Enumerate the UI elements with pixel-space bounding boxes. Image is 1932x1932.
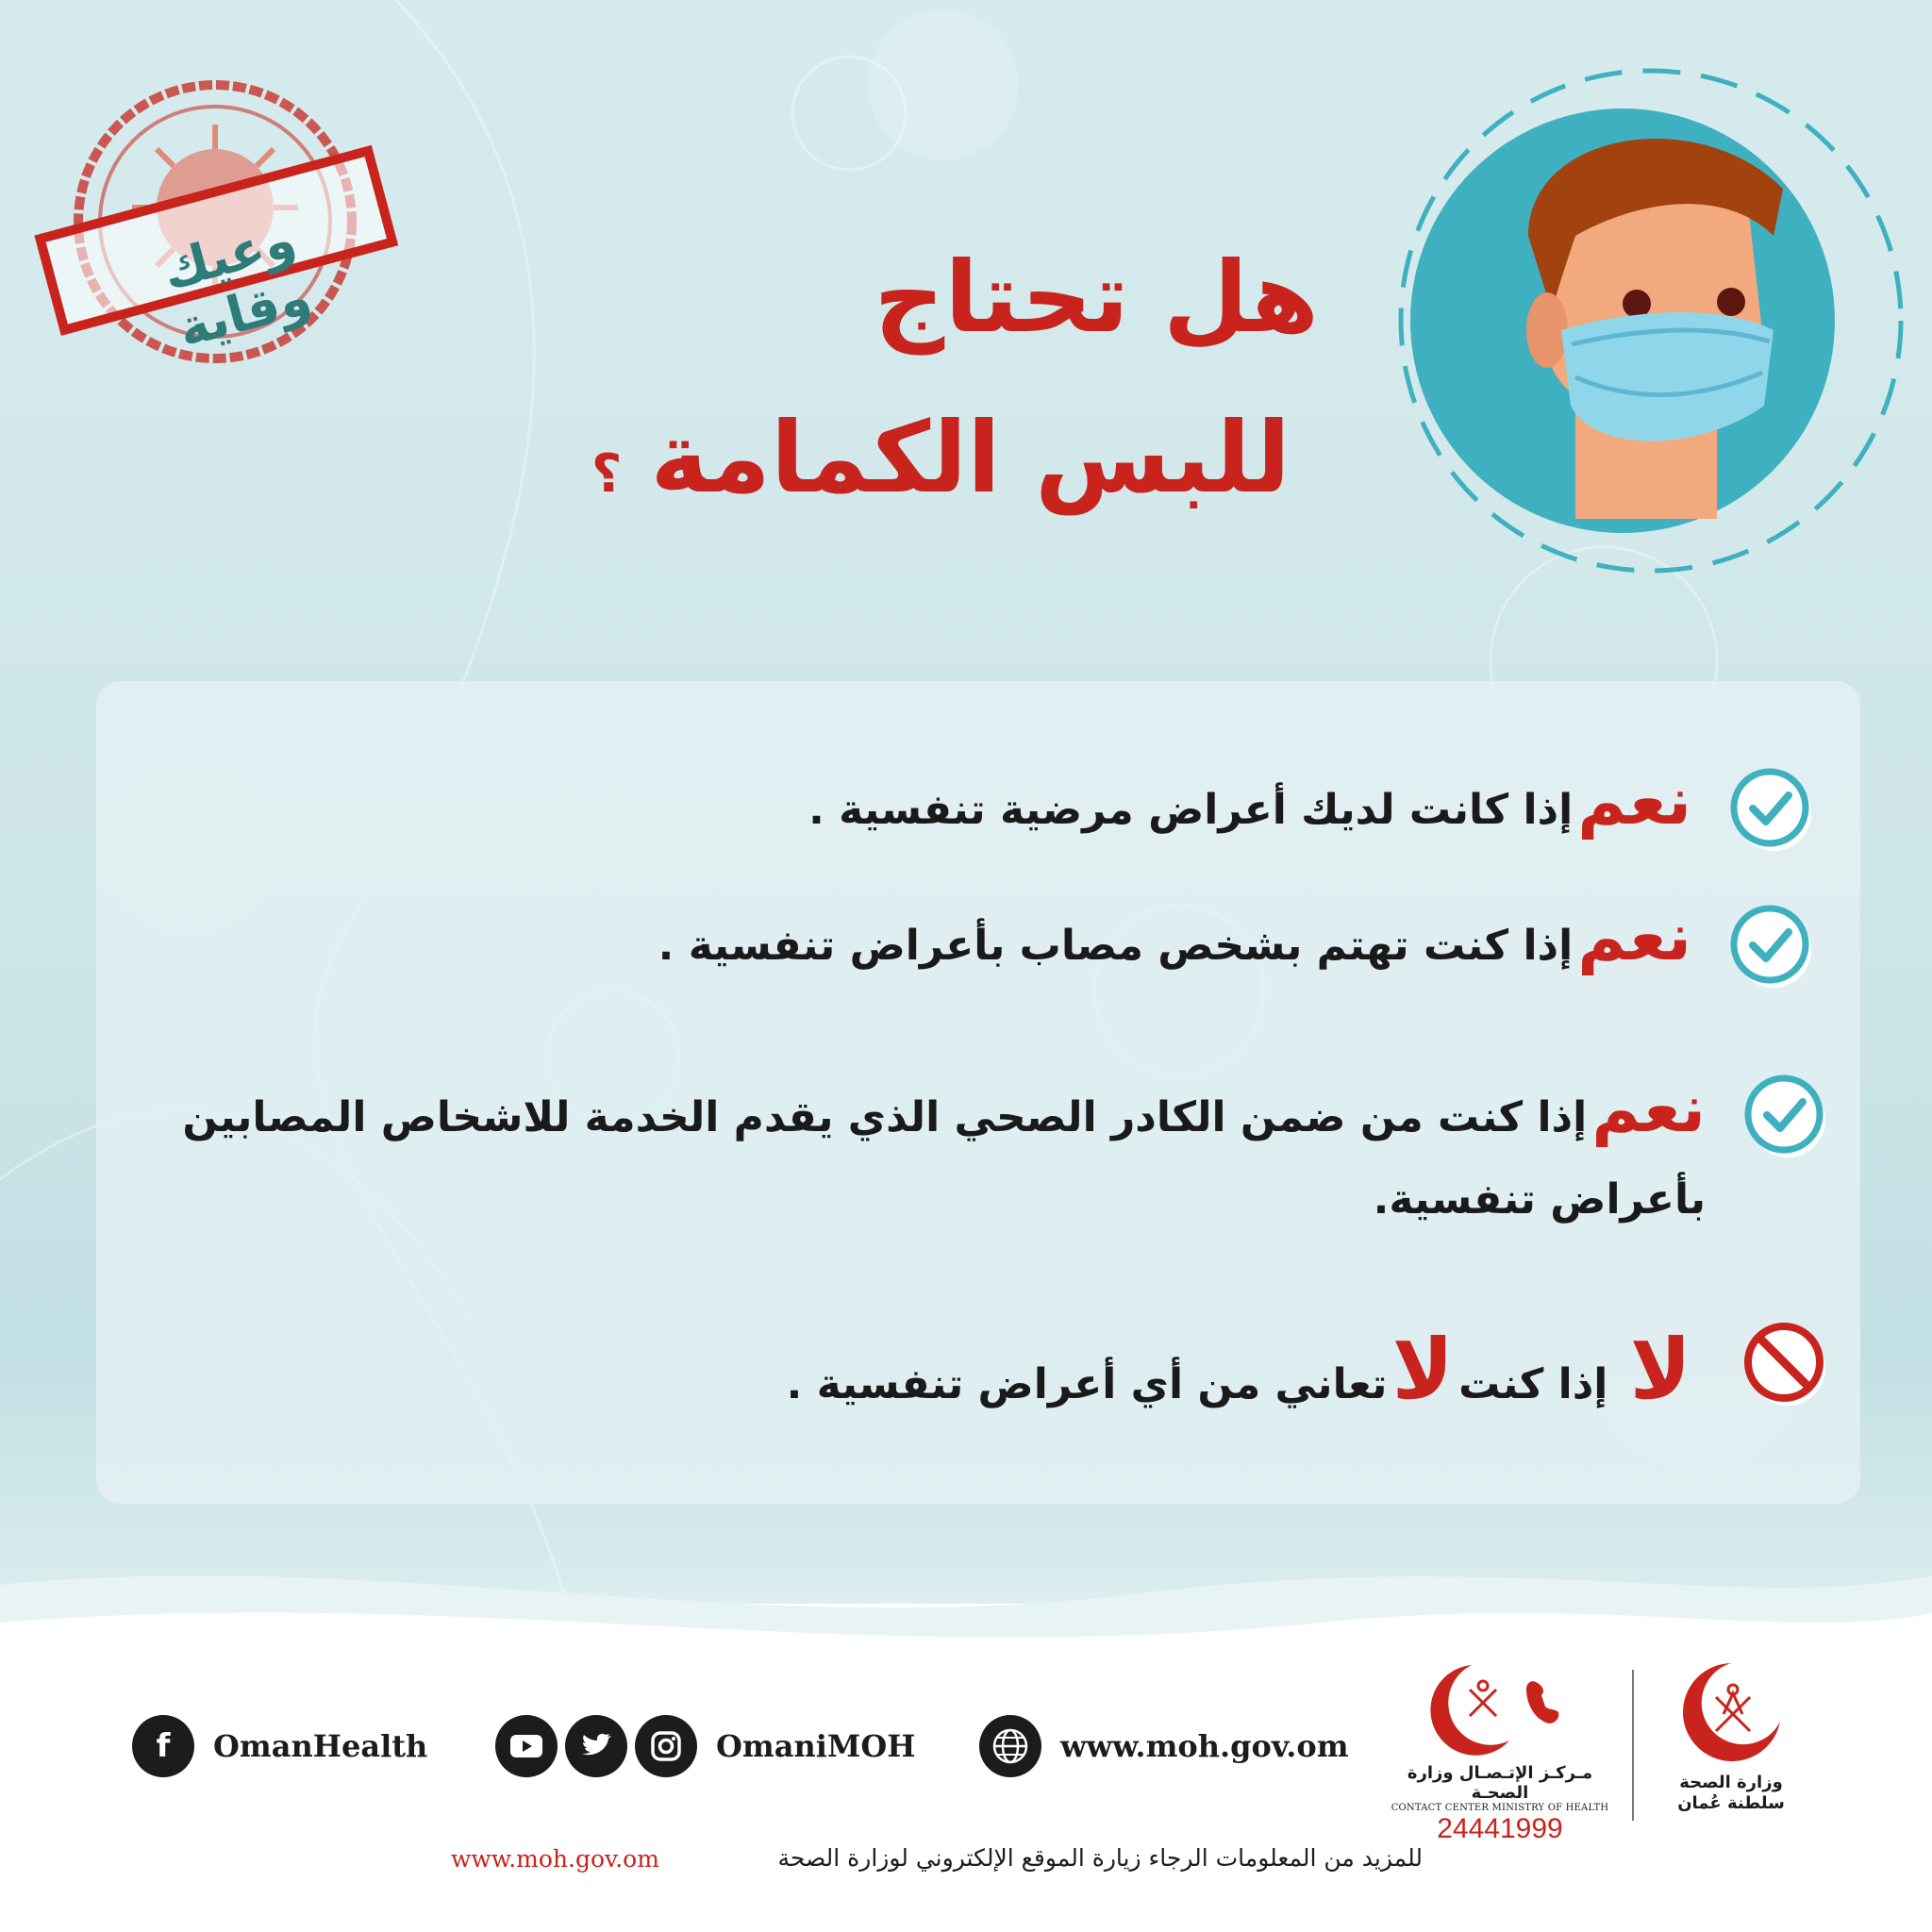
website-url[interactable]: www.moh.gov.om (1060, 1728, 1349, 1764)
phone-icon (1526, 1681, 1558, 1724)
oman-name: سلطنة عُمان (1677, 1793, 1785, 1813)
facebook-link[interactable] (132, 1715, 427, 1777)
social-links (495, 1715, 915, 1777)
contact-center-name-ar: مـركـز الإتـصـال وزارة الصحـة (1407, 1763, 1593, 1803)
more-info-text: للمزيد من المعلومات الرجاء زيارة الموقع الإلكتروني لوزارة الصحة (777, 1844, 1423, 1872)
yes-label: نعم (1577, 898, 1691, 975)
item-text-a: إذا كنت (1458, 1360, 1608, 1408)
check-circle-icon (1726, 764, 1817, 855)
list-item (787, 1321, 1691, 1418)
list-item (808, 762, 1691, 840)
ministry-logo (1660, 1656, 1802, 1825)
list-item (177, 1070, 1706, 1224)
globe-icon[interactable] (979, 1715, 1041, 1777)
page-title (591, 236, 1319, 536)
footer-divider (1632, 1670, 1634, 1821)
list-item (658, 898, 1691, 975)
footer-wave (0, 1528, 1932, 1679)
check-circle-icon (1740, 1071, 1831, 1161)
contact-phone: 24441999 (1437, 1813, 1563, 1844)
contact-center-name-en: CONTACT CENTER MINISTRY OF HEALTH (1391, 1803, 1609, 1813)
omani-moh-handle[interactable]: OmaniMOH (716, 1728, 916, 1764)
no-label: لا (1629, 1321, 1691, 1418)
item-text: إذا كانت لديك أعراض مرضية تنفسية . (808, 786, 1574, 834)
website-link[interactable] (979, 1715, 1349, 1777)
facebook-handle[interactable]: OmanHealth (213, 1728, 428, 1764)
question-mark: ؟ (591, 443, 623, 505)
title-line-2-text: للبس الكمامة (650, 400, 1291, 515)
oman-emblem-icon (1674, 1656, 1788, 1769)
no-inline-label: لا (1391, 1321, 1455, 1418)
item-text: إذا كنت تهتم بشخص مصاب بأعراض تنفسية . (658, 922, 1574, 970)
twitter-icon[interactable] (565, 1715, 627, 1777)
contact-center (1377, 1656, 1623, 1844)
item-text: إذا كنت من ضمن الكادر الصحي الذي يقدم الخدمة للاشخاص المصابين (182, 1093, 1588, 1141)
check-circle-icon (1726, 901, 1817, 991)
stamp-text: وعيك وقاية (156, 208, 317, 359)
youtube-icon[interactable] (495, 1715, 558, 1777)
yes-label: نعم (1577, 762, 1691, 840)
title-line-2 (591, 396, 1291, 536)
masked-person-illustration (1387, 47, 1915, 604)
contact-center-logo (1406, 1656, 1594, 1759)
facebook-icon[interactable]: f (132, 1715, 194, 1777)
title-line-1: هل تحتاج (874, 240, 1319, 355)
yes-label: نعم (1591, 1070, 1706, 1147)
instagram-icon[interactable] (635, 1715, 697, 1777)
item-text-continued: بأعراض تنفسية. (1373, 1175, 1706, 1224)
no-entry-icon (1740, 1319, 1831, 1409)
awareness-stamp (26, 66, 404, 377)
moh-name: وزارة الصحة (1679, 1773, 1783, 1792)
bottom-website-link[interactable]: www.moh.gov.om (451, 1845, 659, 1873)
item-text-b: تعاني من أي أعراض تنفسية . (786, 1360, 1388, 1408)
